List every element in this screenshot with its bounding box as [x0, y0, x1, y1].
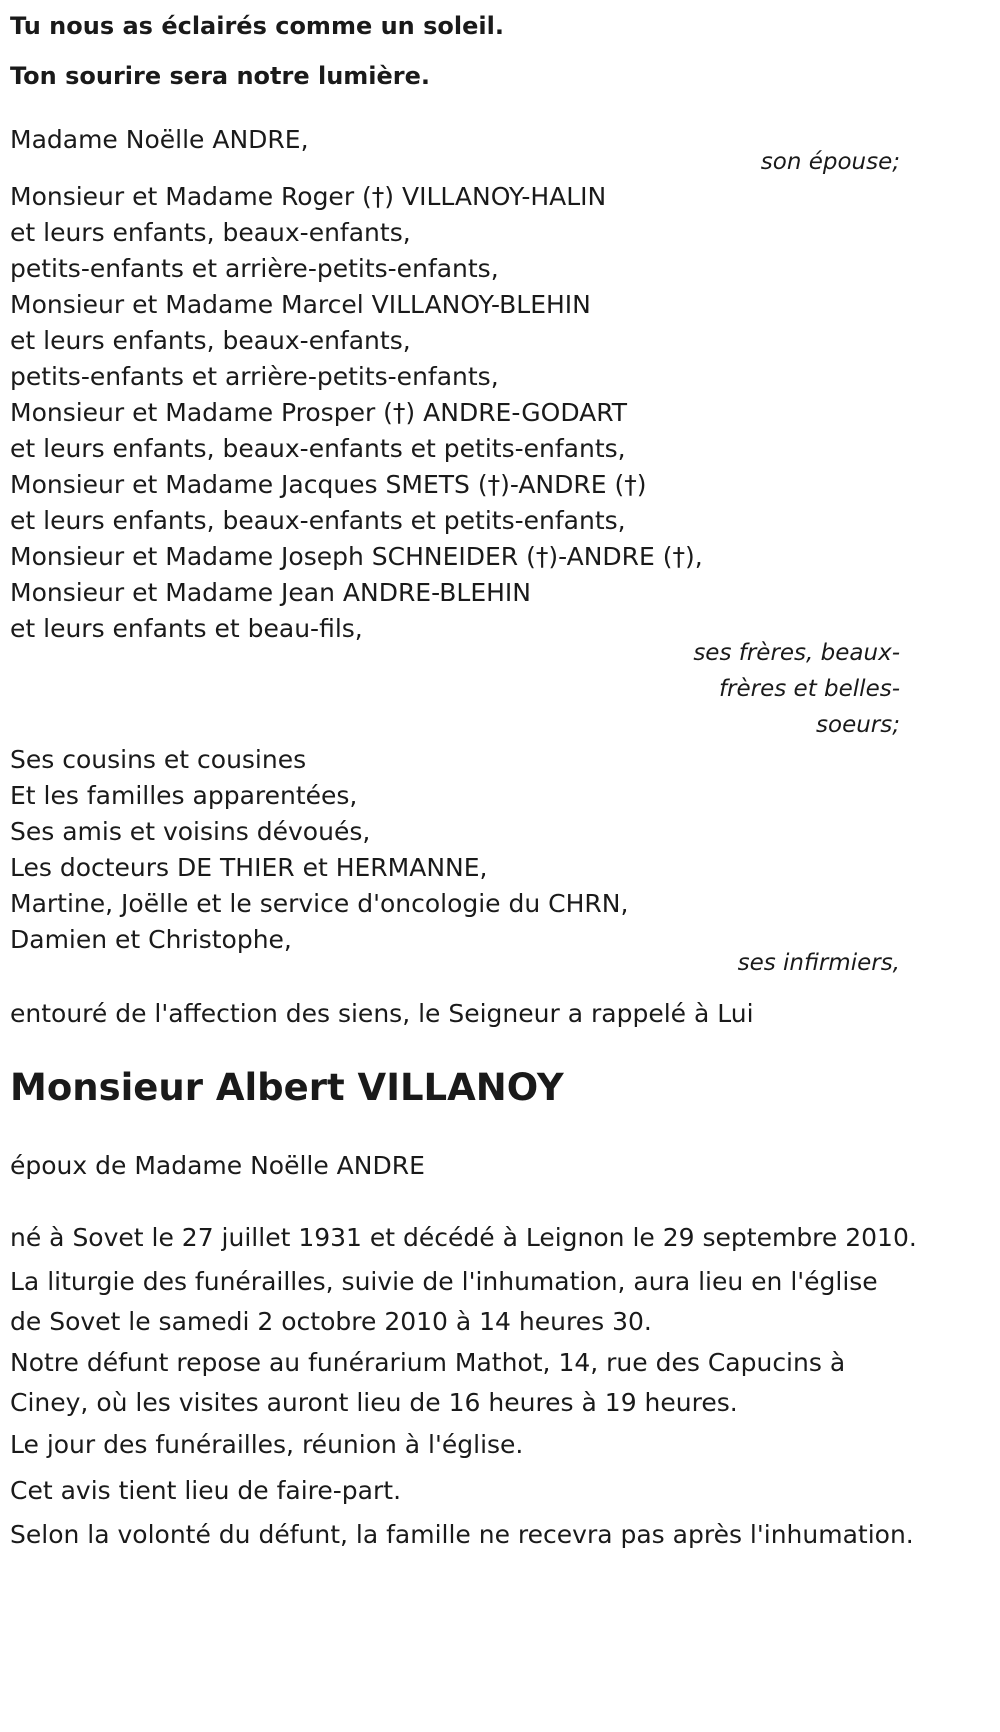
other-mourner-line: Ses amis et voisins dévoués,: [10, 817, 371, 846]
others-role: ses infirmiers,: [737, 950, 900, 976]
visitation-details: Notre défunt repose au funérarium Mathot, 14, rue des Capucins à Ciney, où les visites auront lieu de 16 heures à 19 heures.: [10, 1348, 846, 1417]
sibling-line: Monsieur et Madame Roger (†) VILLANOY-HALIN: [10, 182, 607, 211]
sibling-line: Monsieur et Madame Marcel VILLANOY-BLEHIN: [10, 290, 591, 319]
sibling-line: et leurs enfants, beaux-enfants,: [10, 218, 411, 247]
siblings-role: ses frères, beaux-: [693, 640, 900, 666]
family-wish: Selon la volonté du défunt, la famille ne recevra pas après l'inhumation.: [10, 1520, 914, 1549]
sibling-line: Monsieur et Madame Prosper (†) ANDRE-GODART: [10, 398, 628, 427]
spouse-name: Madame Noëlle ANDRE,: [10, 125, 309, 154]
sibling-line: Monsieur et Madame Joseph SCHNEIDER (†)-ANDRE (†),: [10, 542, 703, 571]
verse-line-1: Tu nous as éclairés comme un soleil.: [10, 12, 504, 40]
spouse-role: son épouse;: [760, 149, 900, 175]
sibling-line: et leurs enfants, beaux-enfants et petits-enfants,: [10, 434, 626, 463]
deceased-name: Monsieur Albert VILLANOY: [10, 1066, 564, 1109]
deceased-spouse-line: époux de Madame Noëlle ANDRE: [10, 1151, 425, 1180]
verse-line-2: Ton sourire sera notre lumière.: [10, 62, 431, 90]
sibling-line: petits-enfants et arrière-petits-enfants,: [10, 254, 499, 283]
other-mourner-line: Ses cousins et cousines: [10, 745, 307, 774]
sibling-line: Monsieur et Madame Jean ANDRE-BLEHIN: [10, 578, 531, 607]
other-mourner-line: Et les familles apparentées,: [10, 781, 358, 810]
birth-death-line: né à Sovet le 27 juillet 1931 et décédé à Leignon le 29 septembre 2010.: [10, 1223, 917, 1252]
sibling-line: petits-enfants et arrière-petits-enfants,: [10, 362, 499, 391]
announcement: entouré de l'affection des siens, le Seigneur a rappelé à Lui: [10, 999, 754, 1028]
sibling-line: et leurs enfants et beau-fils,: [10, 614, 363, 643]
meeting-details: Le jour des funérailles, réunion à l'église.: [10, 1430, 524, 1459]
funeral-details: La liturgie des funérailles, suivie de l'inhumation, aura lieu en l'église de Sovet le samedi 2 octobre 2010 à 14 heures 30.: [10, 1267, 878, 1336]
sibling-line: et leurs enfants, beaux-enfants,: [10, 326, 411, 355]
sibling-line: et leurs enfants, beaux-enfants et petits-enfants,: [10, 506, 626, 535]
siblings-role: frères et belles-: [718, 676, 900, 702]
other-mourner-line: Martine, Joëlle et le service d'oncologie du CHRN,: [10, 889, 629, 918]
other-mourner-line: Damien et Christophe,: [10, 925, 292, 954]
other-mourner-line: Les docteurs DE THIER et HERMANNE,: [10, 853, 488, 882]
siblings-role: soeurs;: [816, 712, 900, 738]
faire-part-notice: Cet avis tient lieu de faire-part.: [10, 1476, 402, 1505]
sibling-line: Monsieur et Madame Jacques SMETS (†)-ANDRE (†): [10, 470, 647, 499]
